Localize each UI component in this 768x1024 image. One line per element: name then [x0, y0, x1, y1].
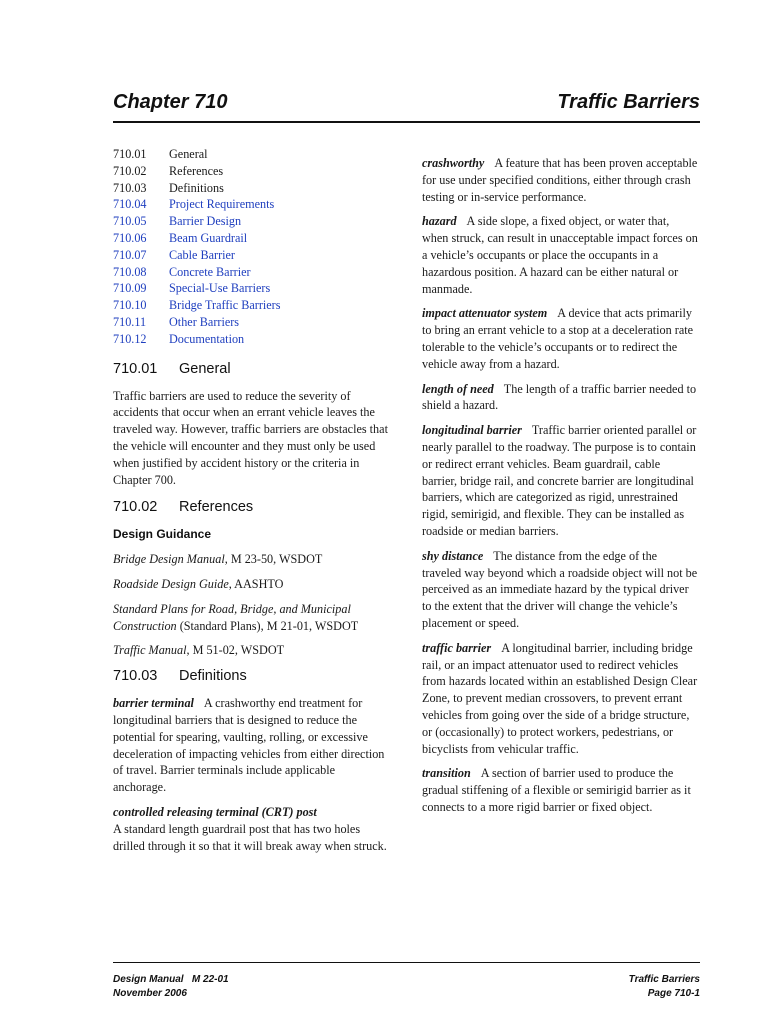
toc-item[interactable]	[113, 280, 389, 297]
definition-entry	[422, 155, 698, 205]
toc-label: Special-Use Barriers	[169, 281, 271, 296]
reference-list	[113, 551, 389, 659]
definition-text: A standard length guardrail post that has two holes drilled through it so that it will break away when struck.	[113, 821, 387, 853]
definition-entry	[422, 548, 698, 632]
definitions-left	[113, 695, 389, 854]
definition-entry	[422, 765, 698, 815]
footer-left	[113, 973, 229, 1001]
definition-term: shy distance	[422, 548, 484, 563]
toc-item[interactable]	[113, 264, 389, 281]
toc-item[interactable]	[113, 297, 389, 314]
footer-date: November 2006	[113, 988, 187, 999]
definition-text: A device that acts primarily to bring an errant vehicle to a stop at a deceleration rate tolerable to the vehicle’s occupants or to redirect the vehicle away from a hazard.	[422, 306, 694, 371]
toc-item	[113, 180, 389, 197]
right-column	[422, 155, 698, 824]
toc-number: 710.02	[113, 163, 147, 178]
toc-number: 710.06	[113, 230, 147, 245]
reference-detail: (Standard Plans), M 21-01, WSDOT	[176, 618, 359, 633]
definition-text: The length of a traffic barrier needed to shield a hazard.	[422, 381, 697, 413]
toc-number: 710.01	[113, 147, 147, 161]
definition-text: Traffic barrier oriented parallel or nearly parallel to the roadway. The purpose is to contain or redirect errant vehicles. Beam guardrail, cable barrier, bridge rail, and concrete barrier are longitudinal barriers, which are categorized as rigid, unrestrained rigid, semirigid, and flexible. They can be installed as roadside or median barriers.	[422, 423, 697, 538]
toc-number: 710.05	[113, 214, 147, 229]
toc-item	[113, 146, 389, 163]
definition-text: A crashworthy end treatment for longitudinal barriers that is designed to reduce the potential for spearing, vaulting, rolling, or excessive deceleration of impacting vehicles from either direction of travel. Barrier terminals include applicable anchorage.	[113, 696, 385, 795]
table-of-contents	[113, 146, 389, 348]
reference-detail: M 51-02, WSDOT	[189, 643, 285, 658]
reference-title: Standard Plans for Road, Bridge, and Municipal Construction	[113, 601, 351, 633]
reference-detail: , AASHTO	[228, 576, 284, 591]
section-heading-general: 710.01 General	[113, 360, 231, 377]
definition-term: length of need	[422, 381, 494, 396]
toc-item[interactable]	[113, 314, 389, 331]
toc-number: 710.04	[113, 197, 147, 212]
footer-title: Traffic Barriers	[628, 974, 700, 985]
definition-entry	[422, 213, 698, 297]
toc-item[interactable]	[113, 196, 389, 213]
definition-term: longitudinal barrier	[422, 423, 522, 438]
footer-rule	[113, 962, 700, 963]
toc-label: Barrier Design	[169, 214, 242, 229]
definition-text: A longitudinal barrier, including bridge rail, or an impact attenuator used to redirect vehicles from hazards located within an established Design Clear Zone, to prevent median crossovers, to prevent errant vehicles from going over the side of a bridge structure, or (occasionally) to protect workers, pedestrians, or bicyclists from vehicular traffic.	[422, 640, 698, 756]
reference-item	[113, 642, 389, 659]
definition-text: A section of barrier used to produce the gradual stiffening of a flexible or semirigid barrier as it connects to a more rigid barrier or fixed object.	[422, 766, 691, 814]
toc-label: Bridge Traffic Barriers	[169, 298, 281, 313]
toc-item[interactable]	[113, 213, 389, 230]
definitions-right	[422, 155, 698, 816]
general-paragraph: Traffic barriers are used to reduce the severity of accidents that occur when an errant vehicle leaves the traveled way. However, traffic barriers are obstacles that the vehicle will encounter and they must only be used when justified by accident history or the criteria in Chapter 700.	[113, 388, 388, 487]
toc-label: General	[169, 147, 208, 161]
toc-number: 710.08	[113, 264, 147, 279]
toc-label: Cable Barrier	[169, 247, 235, 262]
footer-page: Page 710-1	[647, 988, 700, 999]
toc-item	[113, 163, 389, 180]
toc-label: References	[169, 163, 224, 178]
toc-number: 710.09	[113, 281, 147, 296]
toc-label: Other Barriers	[169, 314, 240, 329]
reference-item	[113, 551, 389, 568]
toc-number: 710.10	[113, 298, 147, 313]
toc-item[interactable]	[113, 331, 389, 348]
toc-number: 710.03	[113, 180, 147, 195]
chapter-title: Traffic Barriers	[557, 91, 700, 113]
subheading-design-guidance: Design Guidance	[113, 527, 212, 542]
toc-item[interactable]	[113, 247, 389, 264]
reference-title: Bridge Design Manual	[113, 552, 225, 567]
toc-label: Concrete Barrier	[169, 264, 251, 279]
left-column	[113, 146, 389, 862]
reference-title: Traffic Manual,	[113, 643, 190, 658]
definition-entry	[422, 305, 698, 372]
reference-detail: , M 23-50, WSDOT	[224, 552, 323, 567]
section-heading-definitions: 710.03 Definitions	[113, 668, 247, 685]
definition-term: traffic barrier	[422, 640, 492, 655]
definition-entry	[422, 422, 698, 540]
footer-manual: Design Manual M 22-01	[113, 974, 229, 985]
footer-right	[629, 973, 700, 1001]
toc-label: Beam Guardrail	[169, 230, 248, 245]
definition-entry	[422, 640, 698, 758]
toc-label: Definitions	[169, 180, 224, 195]
definition-text: The distance from the edge of the traveled way beyond which a roadside object will not be perceived as an immediate hazard by the typical driver to the extent that the driver will change the vehicle’s placement or speed.	[422, 548, 698, 630]
definition-term: controlled releasing terminal (CRT) post	[113, 804, 317, 819]
definition-text: A feature that has been proven acceptable for use under specified conditions, either through crash testing or in-service performance.	[422, 156, 698, 204]
chapter-heading: Chapter 710	[113, 91, 228, 113]
header-rule	[113, 121, 700, 123]
definition-text: A side slope, a fixed object, or water that, when struck, can result in unacceptable impact forces on a vehicle’s occupants or place the occupants in a hazardous position. A hazard can be either natural or manmade.	[422, 214, 698, 296]
definition-entry	[113, 695, 389, 796]
toc-number: 710.07	[113, 247, 147, 262]
toc-number: 710.12	[113, 331, 147, 346]
definition-term: hazard	[422, 214, 457, 229]
definition-entry	[113, 804, 389, 854]
section-heading-references: 710.02 References	[113, 499, 254, 516]
definition-term: barrier terminal	[113, 696, 194, 711]
reference-title: Roadside Design Guide	[113, 576, 229, 591]
toc-number: 710.11	[113, 314, 147, 329]
definition-term: crashworthy	[422, 156, 485, 170]
definition-term: impact attenuator system	[422, 306, 548, 321]
toc-label: Documentation	[169, 331, 245, 346]
definition-term: transition	[422, 766, 471, 781]
reference-item	[113, 576, 389, 593]
reference-item	[113, 601, 389, 635]
toc-label: Project Requirements	[169, 197, 275, 212]
definition-entry	[422, 381, 698, 415]
toc-item[interactable]	[113, 230, 389, 247]
